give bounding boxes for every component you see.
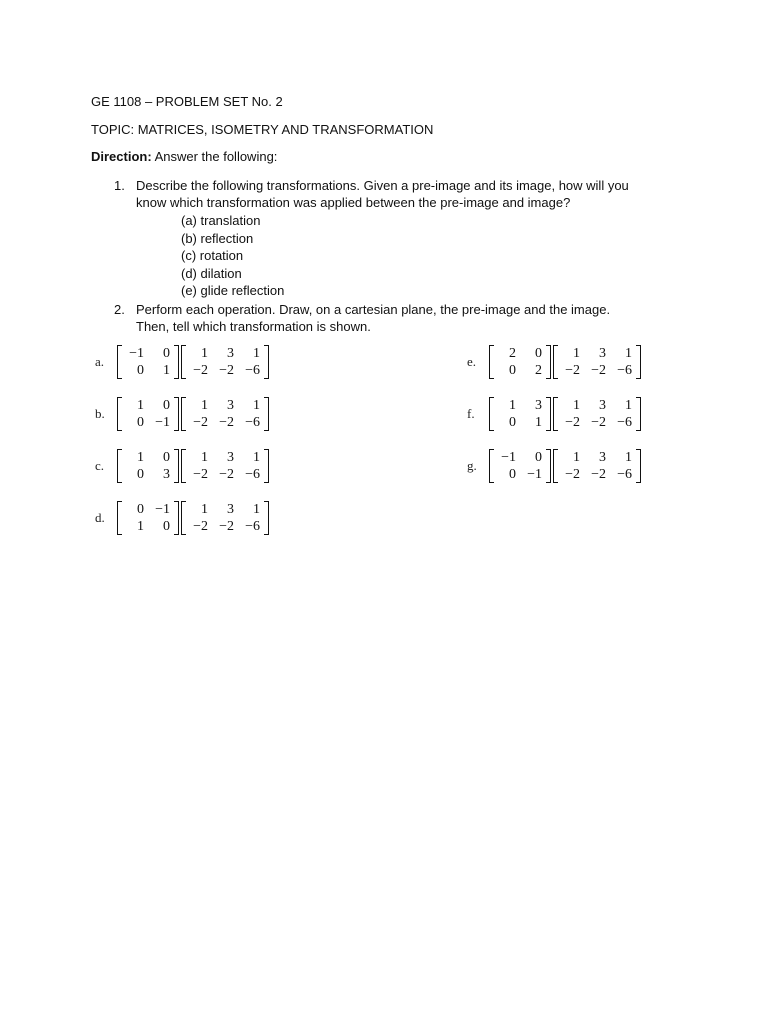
matrix-entry: −2 xyxy=(219,466,234,482)
matrix-entry: −2 xyxy=(591,414,606,430)
matrix-entry: −6 xyxy=(617,414,632,430)
matrix-entry: 1 xyxy=(625,345,632,361)
transformation-matrix xyxy=(117,397,179,431)
problem-b xyxy=(95,396,271,432)
matrix-entry: 1 xyxy=(253,397,260,413)
matrix-entry: 0 xyxy=(163,345,170,361)
problem-label: e. xyxy=(467,354,477,369)
matrix-entry: −2 xyxy=(219,414,234,430)
question-1-line-1: Describe the following transformations. Given a pre-image and its image, how will you xyxy=(136,178,629,193)
transformation-matrix xyxy=(117,501,179,535)
matrix-entry: −6 xyxy=(245,414,260,430)
matrix-entry: −2 xyxy=(193,362,208,378)
matrix-entry: 0 xyxy=(509,466,516,482)
point-matrix xyxy=(553,397,641,431)
matrix-entry: 1 xyxy=(253,501,260,517)
matrix-entry: 0 xyxy=(163,518,170,534)
matrix-entry: −6 xyxy=(245,518,260,534)
matrix-entry: 1 xyxy=(535,414,542,430)
point-matrix xyxy=(181,345,269,379)
problem-label: f. xyxy=(467,406,475,421)
matrix-entry: −1 xyxy=(155,501,170,517)
matrix-entry: 1 xyxy=(163,362,170,378)
matrix-entry: 1 xyxy=(625,397,632,413)
matrix-entry: −2 xyxy=(193,466,208,482)
option-reflection: (b) reflection xyxy=(181,230,254,246)
document-title: GE 1108 – PROBLEM SET No. 2 xyxy=(91,94,283,109)
problem-c xyxy=(95,448,271,484)
option-glide-reflection: (e) glide reflection xyxy=(181,283,285,298)
problem-e xyxy=(467,344,643,380)
matrix-entry: −6 xyxy=(245,466,260,482)
right-bracket xyxy=(174,345,179,379)
matrix-entry: −2 xyxy=(591,362,606,378)
matrix-entry: −2 xyxy=(193,518,208,534)
matrix-entry: 1 xyxy=(137,449,144,465)
option-rotation: (c) rotation xyxy=(181,248,244,263)
direction-label: Direction: xyxy=(91,149,152,164)
problem-label: g. xyxy=(467,458,477,473)
point-matrix xyxy=(553,449,641,483)
right-bracket xyxy=(174,449,179,483)
question-2-line-2: Then, tell which transformation is shown. xyxy=(136,319,371,334)
matrix-entry: 1 xyxy=(509,397,516,413)
right-bracket xyxy=(264,345,269,379)
matrix-entry: 1 xyxy=(201,501,208,517)
question-1-number: 1. xyxy=(114,178,125,193)
matrix-entry: −6 xyxy=(617,466,632,482)
matrix-entry: −2 xyxy=(193,414,208,430)
point-matrix xyxy=(181,501,269,535)
transformation-matrix xyxy=(489,397,551,431)
matrix-entry: −1 xyxy=(527,466,542,482)
right-bracket xyxy=(546,345,551,379)
matrix-entry: 3 xyxy=(599,449,606,465)
matrix-entry: 1 xyxy=(625,449,632,465)
matrix-entry: −2 xyxy=(219,362,234,378)
option-translation: (a) translation xyxy=(181,213,261,228)
right-bracket xyxy=(546,397,551,431)
right-bracket xyxy=(636,449,641,483)
matrix-entry: −2 xyxy=(565,466,580,482)
option-dilation: (d) dilation xyxy=(181,265,242,281)
matrix-entry: 3 xyxy=(599,345,606,361)
matrix-entry: 3 xyxy=(599,397,606,413)
matrix-entry: 1 xyxy=(201,345,208,361)
transformation-matrix xyxy=(117,449,179,483)
matrix-entry: 0 xyxy=(509,362,516,378)
question-2-number: 2. xyxy=(114,302,125,317)
matrix-entry: 3 xyxy=(227,501,234,517)
matrix-entry: 0 xyxy=(137,414,144,430)
direction-line xyxy=(91,148,277,165)
matrix-entry: 1 xyxy=(573,449,580,465)
point-matrix xyxy=(181,449,269,483)
matrix-entry: 3 xyxy=(535,397,542,413)
matrix-entry: −1 xyxy=(501,449,516,465)
matrix-entry: 0 xyxy=(163,397,170,413)
matrix-entry: 1 xyxy=(201,449,208,465)
matrix-entry: 0 xyxy=(535,449,542,465)
matrix-entry: −1 xyxy=(129,345,144,361)
matrix-entry: 1 xyxy=(137,518,144,534)
question-1-line-2: know which transformation was applied between the pre-image and image? xyxy=(136,195,571,210)
transformation-matrix xyxy=(489,345,551,379)
problem-f xyxy=(467,396,643,432)
matrix-entry: 0 xyxy=(137,362,144,378)
transformation-matrix xyxy=(117,345,179,379)
matrix-entry: 2 xyxy=(535,362,542,378)
right-bracket xyxy=(264,449,269,483)
matrix-entry: 1 xyxy=(253,345,260,361)
matrix-entry: −2 xyxy=(219,518,234,534)
matrix-entry: 0 xyxy=(163,449,170,465)
direction-text: Answer the following: xyxy=(151,149,278,164)
right-bracket xyxy=(636,397,641,431)
point-matrix xyxy=(181,397,269,431)
matrix-entry: −2 xyxy=(591,466,606,482)
matrix-entry: −6 xyxy=(617,362,632,378)
question-2-line-1: Perform each operation. Draw, on a cartesian plane, the pre-image and the image. xyxy=(136,302,611,317)
problem-g xyxy=(467,448,643,484)
matrix-entry: 1 xyxy=(201,397,208,413)
right-bracket xyxy=(636,345,641,379)
matrix-entry: −6 xyxy=(245,362,260,378)
matrix-entry: 0 xyxy=(137,501,144,517)
right-bracket xyxy=(174,397,179,431)
problem-d xyxy=(95,500,271,536)
problem-a xyxy=(95,344,271,380)
right-bracket xyxy=(264,501,269,535)
problem-label: d. xyxy=(95,510,105,525)
matrix-entry: 3 xyxy=(227,397,234,413)
problem-label: a. xyxy=(95,354,105,369)
matrix-entry: −2 xyxy=(565,362,580,378)
matrix-entry: −2 xyxy=(565,414,580,430)
matrix-entry: 3 xyxy=(227,345,234,361)
matrix-entry: −1 xyxy=(155,414,170,430)
matrix-entry: 3 xyxy=(163,466,170,482)
matrix-entry: 0 xyxy=(535,345,542,361)
matrix-entry: 0 xyxy=(137,466,144,482)
matrix-entry: 2 xyxy=(509,345,516,361)
problem-label: b. xyxy=(95,406,105,421)
point-matrix xyxy=(553,345,641,379)
matrix-entry: 1 xyxy=(137,397,144,413)
matrix-entry: 1 xyxy=(573,397,580,413)
matrix-entry: 1 xyxy=(573,345,580,361)
document-topic: TOPIC: MATRICES, ISOMETRY AND TRANSFORMATION xyxy=(91,122,434,137)
matrix-entry: 3 xyxy=(227,449,234,465)
problem-label: c. xyxy=(95,458,105,473)
right-bracket xyxy=(546,449,551,483)
right-bracket xyxy=(174,501,179,535)
matrix-entry: 0 xyxy=(509,414,516,430)
transformation-matrix xyxy=(489,449,551,483)
matrix-entry: 1 xyxy=(253,449,260,465)
right-bracket xyxy=(264,397,269,431)
